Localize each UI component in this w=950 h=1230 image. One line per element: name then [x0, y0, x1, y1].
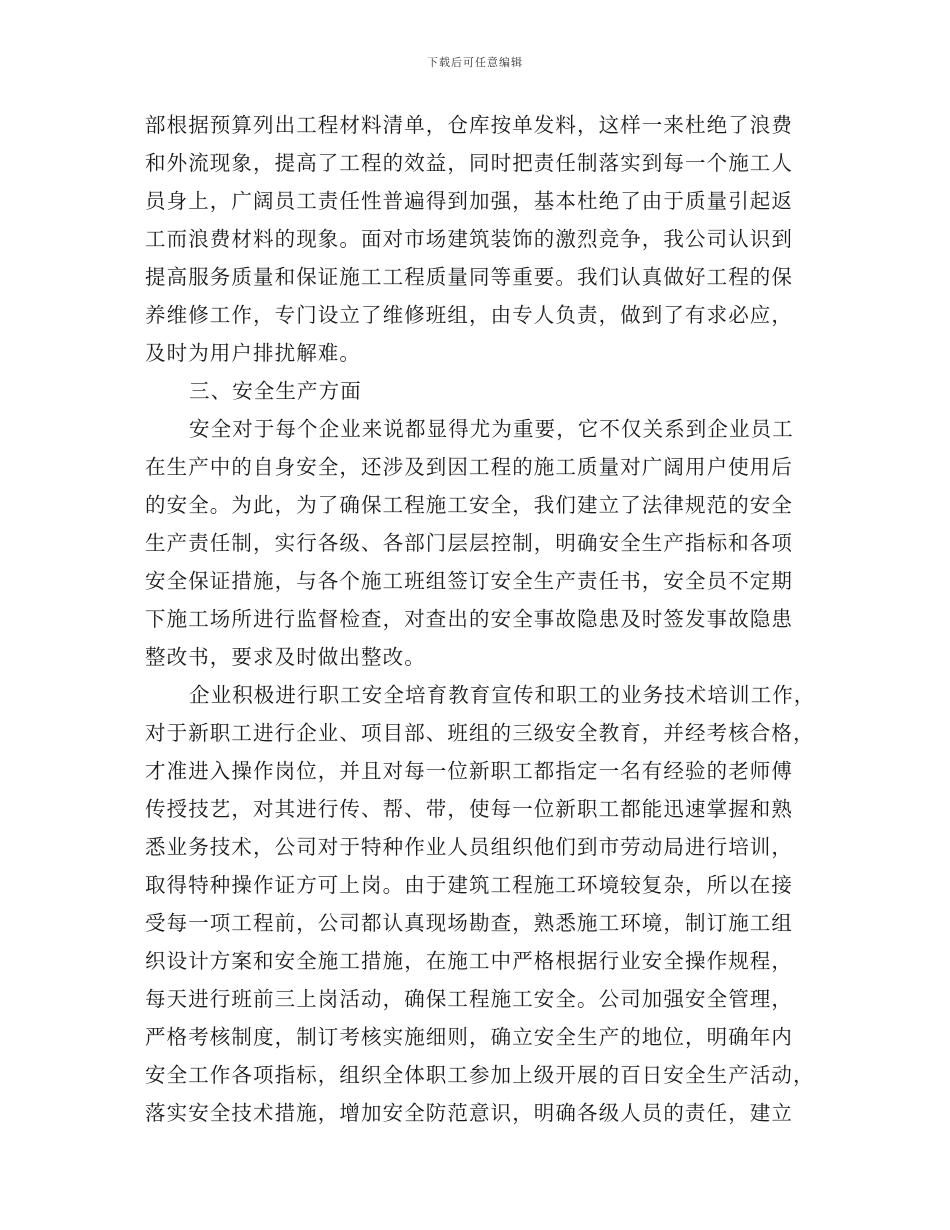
text-line: 织设计方案和安全施工措施，在施工中严格根据行业安全操作规程， — [145, 949, 793, 973]
text-line: 对于新职工进行企业、项目部、班组的三级安全教育，并经考核合格， — [145, 721, 815, 745]
text-line: 和外流现象，提高了工程的效益，同时把责任制落实到每一个施工人 — [145, 151, 793, 175]
text-line: 安全工作各项指标，组织全体职工参加上级开展的百日安全生产活动， — [145, 1063, 815, 1087]
text-line: 及时为用户排扰解难。 — [145, 341, 361, 365]
text-line: 每天进行班前三上岗活动，确保工程施工安全。公司加强安全管理， — [145, 987, 793, 1011]
text-line: 下施工场所进行监督检查，对查出的安全事故隐患及时签发事故隐患 — [145, 607, 793, 631]
text-line: 取得特种操作证方可上岗。由于建筑工程施工环境较复杂，所以在接 — [145, 873, 793, 897]
text-line: 安全对于每个企业来说都显得尤为重要，它不仅关系到企业员工 — [189, 417, 794, 441]
text-line: 整改书，要求及时做出整改。 — [145, 645, 426, 669]
text-line: 严格考核制度，制订考核实施细则，确立安全生产的地位，明确年内 — [145, 1025, 793, 1049]
page-header: 下载后可任意编辑 — [427, 56, 523, 69]
text-line: 悉业务技术，公司对于特种作业人员组织他们到市劳动局进行培训， — [145, 835, 793, 859]
text-line: 员身上，广阔员工责任性普遍得到加强，基本杜绝了由于质量引起返 — [145, 189, 793, 213]
text-line: 养维修工作，专门设立了维修班组，由专人负责，做到了有求必应， — [145, 303, 793, 327]
text-line: 生产责任制，实行各级、各部门层层控制，明确安全生产指标和各项 — [145, 531, 793, 555]
text-line: 受每一项工程前，公司都认真现场勘查，熟悉施工环境，制订施工组 — [145, 911, 793, 935]
text-line: 落实安全技术措施，增加安全防范意识，明确各级人员的责任，建立 — [145, 1101, 793, 1125]
document-body — [145, 106, 816, 1132]
text-line: 才准进入操作岗位，并且对每一位新职工都指定一名有经验的老师傅 — [145, 759, 793, 783]
text-line: 传授技艺，对其进行传、帮、带，使每一位新职工都能迅速掌握和熟 — [145, 797, 793, 821]
text-line: 安全保证措施，与各个施工班组签订安全生产责任书，安全员不定期 — [145, 569, 793, 593]
text-line: 提高服务质量和保证施工工程质量同等重要。我们认真做好工程的保 — [145, 265, 793, 289]
text-line: 工而浪费材料的现象。面对市场建筑装饰的激烈竞争，我公司认识到 — [145, 227, 793, 251]
text-line: 企业积极进行职工安全培育教育宣传和职工的业务技术培训工作， — [189, 683, 816, 707]
text-line: 在生产中的自身安全，还涉及到因工程的施工质量对广阔用户使用后 — [145, 455, 793, 479]
text-line: 三、安全生产方面 — [189, 379, 362, 403]
text-line: 部根据预算列出工程材料清单，仓库按单发料，这样一来杜绝了浪费 — [145, 113, 793, 137]
text-line: 的安全。为此，为了确保工程施工安全，我们建立了法律规范的安全 — [145, 493, 793, 517]
